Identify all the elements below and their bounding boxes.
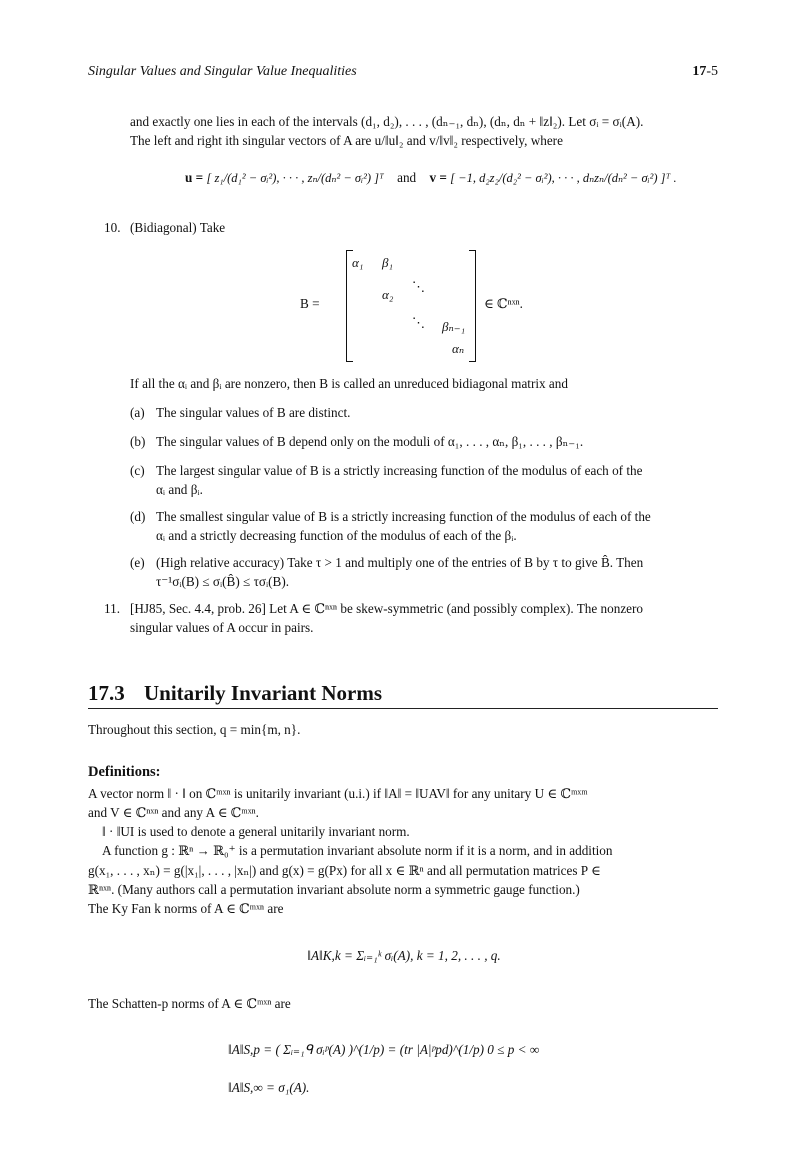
def-para-2: ‖ · ‖UI is used to denote a general unitarily invariant norm. (102, 824, 410, 840)
subitem-d (130, 507, 720, 547)
u-vector: [ z₁/(d₁² − σᵢ²), · · · , zₙ/(dₙ² − σᵢ²) ]ᵀ (206, 171, 384, 185)
matrix-beta-n-minus-1: βₙ₋₁ (442, 319, 466, 334)
matrix-beta-1: β₁ (382, 255, 393, 270)
running-header (88, 62, 718, 82)
section-rule (88, 708, 718, 709)
subitem-b (130, 432, 720, 452)
item-10-text: (Bidiagonal) Take (130, 220, 226, 235)
item-11-line-2: singular values of A occur in pairs. (130, 620, 314, 635)
section-heading (88, 678, 382, 708)
subitem-text: The smallest singular value of B is a strictly increasing function of the modulus of each of the (156, 509, 651, 524)
section-number: 17.3 (88, 681, 125, 705)
item-11-number: 11. (104, 601, 120, 616)
matrix-diagonal-dots-2: ⋱ (412, 315, 425, 330)
def-para-1-line-2: and V ∈ ℂⁿˣⁿ and any A ∈ ℂᵐˣⁿ. (88, 805, 259, 821)
and-word: and (397, 170, 417, 185)
u-label: u = (185, 170, 204, 185)
kyfan-equation: ‖A‖K,k = Σᵢ₌₁ᵏ σᵢ(A), k = 1, 2, . . . , q. (307, 948, 501, 963)
matrix-diagonal-dots-1: ⋱ (412, 279, 425, 294)
subitem-text-2: τ⁻¹σᵢ(B) ≤ σᵢ(B̂) ≤ τσᵢ(B). (156, 574, 290, 589)
page-number-page: -5 (706, 64, 718, 79)
subitem-label: (d) (130, 509, 146, 524)
def-para-3-line-3: ℝⁿˣⁿ. (Many authors call a permutation invariant absolute norm a symmetric gauge function.) (88, 881, 580, 897)
subitem-label: (c) (130, 463, 145, 478)
page-number (692, 62, 718, 82)
item-11-line-1: [HJ85, Sec. 4.4, prob. 26] Let A ∈ ℂⁿˣⁿ be skew-symmetric (and possibly complex). The nonzero (130, 601, 644, 616)
definitions-body (88, 784, 720, 918)
def-para-3-line-2: g(x₁, . . . , xₙ) = g(|x₁|, . . . , |xₙ|) and g(x) = g(Px) for all x ∈ ℝⁿ and all permutation matrices P ∈ (88, 862, 601, 878)
definitions-heading: Definitions: (88, 764, 161, 780)
v-label: v = (429, 170, 447, 185)
subitem-label: (b) (130, 434, 146, 449)
uv-equation (185, 168, 685, 208)
item-10-after: If all the αᵢ and βᵢ are nonzero, then B is called an unreduced bidiagonal matrix and (130, 376, 568, 391)
def-para-3-line-1: A function g : ℝⁿ → ℝ₀⁺ is a permutation invariant absolute norm if it is a norm, and in addition (102, 843, 613, 859)
subitem-text-2: αᵢ and a strictly decreasing function of the modulus of each of the βᵢ. (156, 528, 517, 543)
matrix-right-bracket (469, 250, 476, 362)
matrix-alpha-2: α₂ (382, 287, 394, 302)
matrix-label: B = (300, 296, 320, 311)
def-para-5: The Schatten-p norms of A ∈ ℂᵐˣⁿ are (88, 996, 291, 1011)
subitem-text: The singular values of B depend only on the moduli of α₁, . . . , αₙ, β₁, . . . , βₙ₋₁. (156, 434, 584, 449)
subitem-text: (High relative accuracy) Take τ > 1 and multiply one of the entries of B by τ to give B̂. Then (156, 555, 644, 570)
section-intro: Throughout this section, q = min{m, n}. (88, 722, 301, 737)
subitem-c (130, 461, 720, 501)
subitem-text-2: αᵢ and βᵢ. (156, 482, 203, 497)
subitem-e (130, 553, 720, 593)
subitem-a (130, 403, 720, 423)
bidiagonal-matrix (346, 250, 476, 362)
matrix-alpha-n: αₙ (452, 341, 465, 356)
intro-line-2: The left and right ith singular vectors of A are u/‖u‖₂ and v/‖v‖₂ respectively, where (130, 133, 563, 149)
subitem-text: The largest singular value of B is a strictly increasing function of the modulus of each of the (156, 463, 643, 478)
schatten-equation-2: ‖A‖S,∞ = σ₁(A). (228, 1080, 310, 1095)
item-10 (104, 218, 724, 238)
intro-line-1: and exactly one lies in each of the intervals (d₁, d₂), . . . , (dₙ₋₁, dₙ), (dₙ, dₙ + ‖z‖₂). Let σᵢ = σᵢ(A). (130, 114, 644, 129)
subitem-label: (e) (130, 555, 145, 570)
intro-paragraph (130, 112, 720, 150)
section-title: Unitarily Invariant Norms (144, 681, 382, 705)
running-title: Singular Values and Singular Value Inequalities (88, 64, 357, 79)
item-10-number: 10. (104, 220, 121, 235)
subitem-text: The singular values of B are distinct. (156, 405, 351, 420)
v-vector: [ −1, d₂z₂/(d₂² − σᵢ²), · · · , dₙzₙ/(dₙ² − σᵢ²) ]ᵀ . (450, 171, 677, 185)
item-11 (104, 599, 724, 639)
matrix-alpha-1: α₁ (352, 255, 364, 270)
def-para-1-line-1: A vector norm ‖ · ‖ on ℂᵐˣⁿ is unitarily invariant (u.i.) if ‖A‖ = ‖UAV‖ for any unitary U ∈ ℂᵐˣᵐ (88, 786, 588, 801)
page-number-chapter: 17 (692, 64, 707, 79)
subitem-label: (a) (130, 405, 145, 420)
matrix-suffix: ∈ ℂⁿˣⁿ. (484, 296, 523, 311)
def-para-4: The Ky Fan k norms of A ∈ ℂᵐˣⁿ are (88, 900, 284, 916)
schatten-equation-1: ‖A‖S,p = ( Σᵢ₌₁ᑫ σᵢᵖ(A) )^(1/p) = (tr |A|ᵖpd)^(1/p) 0 ≤ p < ∞ (228, 1042, 540, 1057)
